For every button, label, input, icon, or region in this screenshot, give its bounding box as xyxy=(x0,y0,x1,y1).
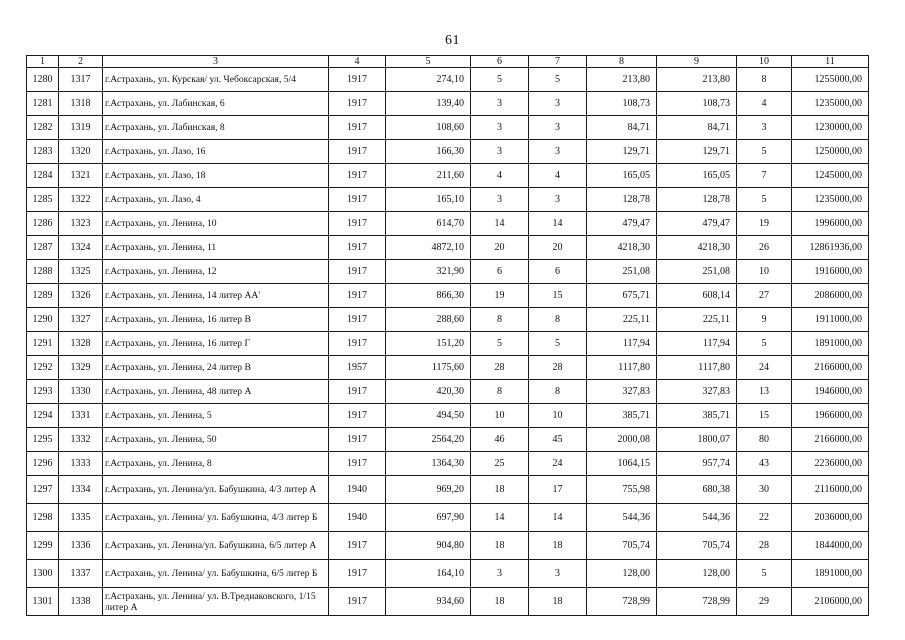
area-b-cell: 1800,07 xyxy=(657,428,737,452)
address-cell: г.Астрахань, ул. Ленина/ ул. Бабушкина, 6/5 литер Б xyxy=(103,560,329,588)
area-a-cell: 705,74 xyxy=(587,532,657,560)
count-c-cell: 5 xyxy=(737,332,792,356)
object-id-cell: 1330 xyxy=(59,380,103,404)
count-b-cell: 17 xyxy=(529,476,587,504)
count-b-cell: 5 xyxy=(529,68,587,92)
cost-cell: 1916000,00 xyxy=(792,260,869,284)
area-a-cell: 2000,08 xyxy=(587,428,657,452)
object-id-cell: 1324 xyxy=(59,236,103,260)
table-row xyxy=(27,332,869,356)
total-area-cell: 2564,20 xyxy=(386,428,471,452)
row-number-cell: 1292 xyxy=(27,356,59,380)
housing-registry-table xyxy=(26,55,869,616)
count-c-cell: 5 xyxy=(737,140,792,164)
count-c-cell: 8 xyxy=(737,68,792,92)
column-header-9: 9 xyxy=(657,56,737,68)
column-header-1: 1 xyxy=(27,56,59,68)
area-b-cell: 479,47 xyxy=(657,212,737,236)
table-row xyxy=(27,164,869,188)
object-id-cell: 1317 xyxy=(59,68,103,92)
year-built-cell: 1917 xyxy=(329,164,386,188)
cost-cell: 2116000,00 xyxy=(792,476,869,504)
object-id-cell: 1337 xyxy=(59,560,103,588)
object-id-cell: 1332 xyxy=(59,428,103,452)
cost-cell: 1996000,00 xyxy=(792,212,869,236)
column-header-6: 6 xyxy=(471,56,529,68)
object-id-cell: 1328 xyxy=(59,332,103,356)
count-a-cell: 4 xyxy=(471,164,529,188)
address-cell: г.Астрахань, ул. Ленина, 14 литер АА' xyxy=(103,284,329,308)
count-b-cell: 3 xyxy=(529,560,587,588)
object-id-cell: 1327 xyxy=(59,308,103,332)
row-number-cell: 1300 xyxy=(27,560,59,588)
count-b-cell: 14 xyxy=(529,504,587,532)
address-cell: г.Астрахань, ул. Ленина, 11 xyxy=(103,236,329,260)
area-a-cell: 108,73 xyxy=(587,92,657,116)
year-built-cell: 1917 xyxy=(329,308,386,332)
count-c-cell: 24 xyxy=(737,356,792,380)
table-row xyxy=(27,380,869,404)
total-area-cell: 1175,60 xyxy=(386,356,471,380)
count-c-cell: 22 xyxy=(737,504,792,532)
cost-cell: 1235000,00 xyxy=(792,92,869,116)
year-built-cell: 1917 xyxy=(329,116,386,140)
area-a-cell: 225,11 xyxy=(587,308,657,332)
year-built-cell: 1940 xyxy=(329,476,386,504)
address-cell: г.Астрахань, ул. Ленина, 24 литер В xyxy=(103,356,329,380)
count-a-cell: 8 xyxy=(471,308,529,332)
cost-cell: 1255000,00 xyxy=(792,68,869,92)
area-a-cell: 213,80 xyxy=(587,68,657,92)
table-body xyxy=(27,68,869,616)
year-built-cell: 1917 xyxy=(329,532,386,560)
table-row xyxy=(27,476,869,504)
total-area-cell: 697,90 xyxy=(386,504,471,532)
count-a-cell: 18 xyxy=(471,532,529,560)
cost-cell: 1891000,00 xyxy=(792,332,869,356)
row-number-cell: 1280 xyxy=(27,68,59,92)
area-b-cell: 544,36 xyxy=(657,504,737,532)
address-cell: г.Астрахань, ул. Лазо, 18 xyxy=(103,164,329,188)
address-cell: г.Астрахань, ул. Ленина, 48 литер А xyxy=(103,380,329,404)
count-b-cell: 3 xyxy=(529,92,587,116)
address-cell: г.Астрахань, ул. Ленина/ ул. Бабушкина, 4/3 литер Б xyxy=(103,504,329,532)
count-a-cell: 25 xyxy=(471,452,529,476)
area-b-cell: 213,80 xyxy=(657,68,737,92)
cost-cell: 2236000,00 xyxy=(792,452,869,476)
cost-cell: 2166000,00 xyxy=(792,356,869,380)
count-c-cell: 80 xyxy=(737,428,792,452)
total-area-cell: 4872,10 xyxy=(386,236,471,260)
total-area-cell: 166,30 xyxy=(386,140,471,164)
table-row xyxy=(27,68,869,92)
count-b-cell: 18 xyxy=(529,588,587,616)
row-number-cell: 1283 xyxy=(27,140,59,164)
year-built-cell: 1917 xyxy=(329,260,386,284)
area-a-cell: 728,99 xyxy=(587,588,657,616)
year-built-cell: 1917 xyxy=(329,452,386,476)
address-cell: г.Астрахань, ул. Курская/ ул. Чебоксарская, 5/4 xyxy=(103,68,329,92)
row-number-cell: 1286 xyxy=(27,212,59,236)
object-id-cell: 1325 xyxy=(59,260,103,284)
count-c-cell: 7 xyxy=(737,164,792,188)
column-header-4: 4 xyxy=(329,56,386,68)
table-row xyxy=(27,260,869,284)
object-id-cell: 1323 xyxy=(59,212,103,236)
row-number-cell: 1294 xyxy=(27,404,59,428)
cost-cell: 12861936,00 xyxy=(792,236,869,260)
total-area-cell: 211,60 xyxy=(386,164,471,188)
area-b-cell: 1117,80 xyxy=(657,356,737,380)
count-c-cell: 28 xyxy=(737,532,792,560)
cost-cell: 1946000,00 xyxy=(792,380,869,404)
table-row xyxy=(27,532,869,560)
count-a-cell: 46 xyxy=(471,428,529,452)
address-cell: г.Астрахань, ул. Ленина, 8 xyxy=(103,452,329,476)
count-a-cell: 3 xyxy=(471,92,529,116)
total-area-cell: 1364,30 xyxy=(386,452,471,476)
area-b-cell: 705,74 xyxy=(657,532,737,560)
row-number-cell: 1287 xyxy=(27,236,59,260)
object-id-cell: 1336 xyxy=(59,532,103,560)
area-a-cell: 327,83 xyxy=(587,380,657,404)
table-row xyxy=(27,452,869,476)
count-a-cell: 3 xyxy=(471,560,529,588)
area-a-cell: 84,71 xyxy=(587,116,657,140)
count-a-cell: 18 xyxy=(471,476,529,504)
total-area-cell: 108,60 xyxy=(386,116,471,140)
total-area-cell: 164,10 xyxy=(386,560,471,588)
row-number-cell: 1293 xyxy=(27,380,59,404)
count-c-cell: 15 xyxy=(737,404,792,428)
count-a-cell: 5 xyxy=(471,332,529,356)
total-area-cell: 904,80 xyxy=(386,532,471,560)
year-built-cell: 1917 xyxy=(329,212,386,236)
object-id-cell: 1326 xyxy=(59,284,103,308)
count-a-cell: 18 xyxy=(471,588,529,616)
row-number-cell: 1297 xyxy=(27,476,59,504)
area-b-cell: 129,71 xyxy=(657,140,737,164)
count-c-cell: 30 xyxy=(737,476,792,504)
count-a-cell: 14 xyxy=(471,212,529,236)
object-id-cell: 1338 xyxy=(59,588,103,616)
area-b-cell: 251,08 xyxy=(657,260,737,284)
table-row xyxy=(27,560,869,588)
address-cell: г.Астрахань, ул. Ленина/ул. Бабушкина, 4/3 литер А xyxy=(103,476,329,504)
object-id-cell: 1333 xyxy=(59,452,103,476)
count-c-cell: 5 xyxy=(737,560,792,588)
year-built-cell: 1917 xyxy=(329,236,386,260)
count-b-cell: 5 xyxy=(529,332,587,356)
area-a-cell: 251,08 xyxy=(587,260,657,284)
count-a-cell: 14 xyxy=(471,504,529,532)
table-row xyxy=(27,356,869,380)
table-row xyxy=(27,428,869,452)
cost-cell: 1235000,00 xyxy=(792,188,869,212)
cost-cell: 2106000,00 xyxy=(792,588,869,616)
count-b-cell: 18 xyxy=(529,532,587,560)
count-b-cell: 15 xyxy=(529,284,587,308)
object-id-cell: 1320 xyxy=(59,140,103,164)
row-number-cell: 1282 xyxy=(27,116,59,140)
area-a-cell: 129,71 xyxy=(587,140,657,164)
cost-cell: 1966000,00 xyxy=(792,404,869,428)
area-b-cell: 117,94 xyxy=(657,332,737,356)
count-c-cell: 3 xyxy=(737,116,792,140)
cost-cell: 1911000,00 xyxy=(792,308,869,332)
count-c-cell: 27 xyxy=(737,284,792,308)
count-c-cell: 9 xyxy=(737,308,792,332)
address-cell: г.Астрахань, ул. Лабинская, 8 xyxy=(103,116,329,140)
count-b-cell: 3 xyxy=(529,188,587,212)
count-a-cell: 28 xyxy=(471,356,529,380)
address-cell: г.Астрахань, ул. Ленина/ ул. В.Тредиаковского, 1/15 литер А xyxy=(103,588,329,616)
area-a-cell: 117,94 xyxy=(587,332,657,356)
page-number: 61 xyxy=(445,33,460,48)
row-number-cell: 1296 xyxy=(27,452,59,476)
count-a-cell: 6 xyxy=(471,260,529,284)
row-number-cell: 1288 xyxy=(27,260,59,284)
table-row xyxy=(27,92,869,116)
total-area-cell: 321,90 xyxy=(386,260,471,284)
year-built-cell: 1917 xyxy=(329,140,386,164)
area-b-cell: 4218,30 xyxy=(657,236,737,260)
total-area-cell: 151,20 xyxy=(386,332,471,356)
row-number-cell: 1285 xyxy=(27,188,59,212)
object-id-cell: 1335 xyxy=(59,504,103,532)
year-built-cell: 1917 xyxy=(329,332,386,356)
column-header-8: 8 xyxy=(587,56,657,68)
cost-cell: 2086000,00 xyxy=(792,284,869,308)
count-b-cell: 6 xyxy=(529,260,587,284)
cost-cell: 1250000,00 xyxy=(792,140,869,164)
address-cell: г.Астрахань, ул. Ленина, 50 xyxy=(103,428,329,452)
count-a-cell: 8 xyxy=(471,380,529,404)
column-header-2: 2 xyxy=(59,56,103,68)
count-b-cell: 28 xyxy=(529,356,587,380)
area-b-cell: 680,38 xyxy=(657,476,737,504)
count-c-cell: 19 xyxy=(737,212,792,236)
year-built-cell: 1917 xyxy=(329,404,386,428)
total-area-cell: 288,60 xyxy=(386,308,471,332)
address-cell: г.Астрахань, ул. Лазо, 4 xyxy=(103,188,329,212)
total-area-cell: 969,20 xyxy=(386,476,471,504)
total-area-cell: 614,70 xyxy=(386,212,471,236)
count-b-cell: 20 xyxy=(529,236,587,260)
count-a-cell: 19 xyxy=(471,284,529,308)
total-area-cell: 420,30 xyxy=(386,380,471,404)
row-number-cell: 1301 xyxy=(27,588,59,616)
column-header-3: 3 xyxy=(103,56,329,68)
count-c-cell: 43 xyxy=(737,452,792,476)
count-a-cell: 3 xyxy=(471,140,529,164)
row-number-cell: 1291 xyxy=(27,332,59,356)
count-b-cell: 3 xyxy=(529,116,587,140)
table-row xyxy=(27,236,869,260)
area-a-cell: 128,78 xyxy=(587,188,657,212)
object-id-cell: 1319 xyxy=(59,116,103,140)
table-header-row xyxy=(27,56,869,68)
area-a-cell: 1064,15 xyxy=(587,452,657,476)
area-a-cell: 544,36 xyxy=(587,504,657,532)
count-a-cell: 5 xyxy=(471,68,529,92)
column-header-5: 5 xyxy=(386,56,471,68)
object-id-cell: 1322 xyxy=(59,188,103,212)
address-cell: г.Астрахань, ул. Ленина/ул. Бабушкина, 6/5 литер А xyxy=(103,532,329,560)
cost-cell: 1891000,00 xyxy=(792,560,869,588)
total-area-cell: 165,10 xyxy=(386,188,471,212)
column-header-7: 7 xyxy=(529,56,587,68)
area-b-cell: 165,05 xyxy=(657,164,737,188)
row-number-cell: 1284 xyxy=(27,164,59,188)
row-number-cell: 1281 xyxy=(27,92,59,116)
year-built-cell: 1917 xyxy=(329,560,386,588)
count-a-cell: 20 xyxy=(471,236,529,260)
area-a-cell: 1117,80 xyxy=(587,356,657,380)
year-built-cell: 1917 xyxy=(329,588,386,616)
count-b-cell: 45 xyxy=(529,428,587,452)
cost-cell: 1844000,00 xyxy=(792,532,869,560)
area-a-cell: 479,47 xyxy=(587,212,657,236)
year-built-cell: 1917 xyxy=(329,188,386,212)
table-row xyxy=(27,504,869,532)
area-a-cell: 755,98 xyxy=(587,476,657,504)
area-b-cell: 327,83 xyxy=(657,380,737,404)
total-area-cell: 274,10 xyxy=(386,68,471,92)
count-a-cell: 3 xyxy=(471,188,529,212)
address-cell: г.Астрахань, ул. Ленина, 16 литер Г xyxy=(103,332,329,356)
area-b-cell: 128,78 xyxy=(657,188,737,212)
table-row xyxy=(27,308,869,332)
total-area-cell: 139,40 xyxy=(386,92,471,116)
column-header-11: 11 xyxy=(792,56,869,68)
year-built-cell: 1917 xyxy=(329,428,386,452)
area-a-cell: 385,71 xyxy=(587,404,657,428)
row-number-cell: 1298 xyxy=(27,504,59,532)
area-b-cell: 385,71 xyxy=(657,404,737,428)
count-b-cell: 8 xyxy=(529,308,587,332)
count-c-cell: 10 xyxy=(737,260,792,284)
object-id-cell: 1331 xyxy=(59,404,103,428)
table-row xyxy=(27,116,869,140)
count-b-cell: 3 xyxy=(529,140,587,164)
year-built-cell: 1917 xyxy=(329,284,386,308)
object-id-cell: 1329 xyxy=(59,356,103,380)
year-built-cell: 1957 xyxy=(329,356,386,380)
count-c-cell: 26 xyxy=(737,236,792,260)
object-id-cell: 1334 xyxy=(59,476,103,504)
object-id-cell: 1318 xyxy=(59,92,103,116)
count-b-cell: 10 xyxy=(529,404,587,428)
total-area-cell: 934,60 xyxy=(386,588,471,616)
cost-cell: 1230000,00 xyxy=(792,116,869,140)
cost-cell: 2166000,00 xyxy=(792,428,869,452)
table-row xyxy=(27,212,869,236)
count-c-cell: 5 xyxy=(737,188,792,212)
count-a-cell: 10 xyxy=(471,404,529,428)
area-a-cell: 128,00 xyxy=(587,560,657,588)
table-row xyxy=(27,588,869,616)
count-b-cell: 4 xyxy=(529,164,587,188)
cost-cell: 1245000,00 xyxy=(792,164,869,188)
address-cell: г.Астрахань, ул. Ленина, 10 xyxy=(103,212,329,236)
count-c-cell: 13 xyxy=(737,380,792,404)
area-b-cell: 108,73 xyxy=(657,92,737,116)
total-area-cell: 494,50 xyxy=(386,404,471,428)
count-b-cell: 24 xyxy=(529,452,587,476)
cost-cell: 2036000,00 xyxy=(792,504,869,532)
row-number-cell: 1299 xyxy=(27,532,59,560)
area-b-cell: 84,71 xyxy=(657,116,737,140)
area-b-cell: 128,00 xyxy=(657,560,737,588)
row-number-cell: 1290 xyxy=(27,308,59,332)
address-cell: г.Астрахань, ул. Ленина, 12 xyxy=(103,260,329,284)
count-c-cell: 4 xyxy=(737,92,792,116)
area-b-cell: 608,14 xyxy=(657,284,737,308)
area-a-cell: 165,05 xyxy=(587,164,657,188)
year-built-cell: 1917 xyxy=(329,92,386,116)
area-b-cell: 957,74 xyxy=(657,452,737,476)
row-number-cell: 1295 xyxy=(27,428,59,452)
year-built-cell: 1940 xyxy=(329,504,386,532)
year-built-cell: 1917 xyxy=(329,380,386,404)
address-cell: г.Астрахань, ул. Лабинская, 6 xyxy=(103,92,329,116)
area-a-cell: 4218,30 xyxy=(587,236,657,260)
count-a-cell: 3 xyxy=(471,116,529,140)
address-cell: г.Астрахань, ул. Лазо, 16 xyxy=(103,140,329,164)
address-cell: г.Астрахань, ул. Ленина, 5 xyxy=(103,404,329,428)
table-row xyxy=(27,404,869,428)
area-b-cell: 225,11 xyxy=(657,308,737,332)
table-row xyxy=(27,188,869,212)
count-c-cell: 29 xyxy=(737,588,792,616)
table-row xyxy=(27,284,869,308)
column-header-10: 10 xyxy=(737,56,792,68)
address-cell: г.Астрахань, ул. Ленина, 16 литер В xyxy=(103,308,329,332)
count-b-cell: 14 xyxy=(529,212,587,236)
count-b-cell: 8 xyxy=(529,380,587,404)
area-b-cell: 728,99 xyxy=(657,588,737,616)
area-a-cell: 675,71 xyxy=(587,284,657,308)
total-area-cell: 866,30 xyxy=(386,284,471,308)
year-built-cell: 1917 xyxy=(329,68,386,92)
table-row xyxy=(27,140,869,164)
object-id-cell: 1321 xyxy=(59,164,103,188)
row-number-cell: 1289 xyxy=(27,284,59,308)
